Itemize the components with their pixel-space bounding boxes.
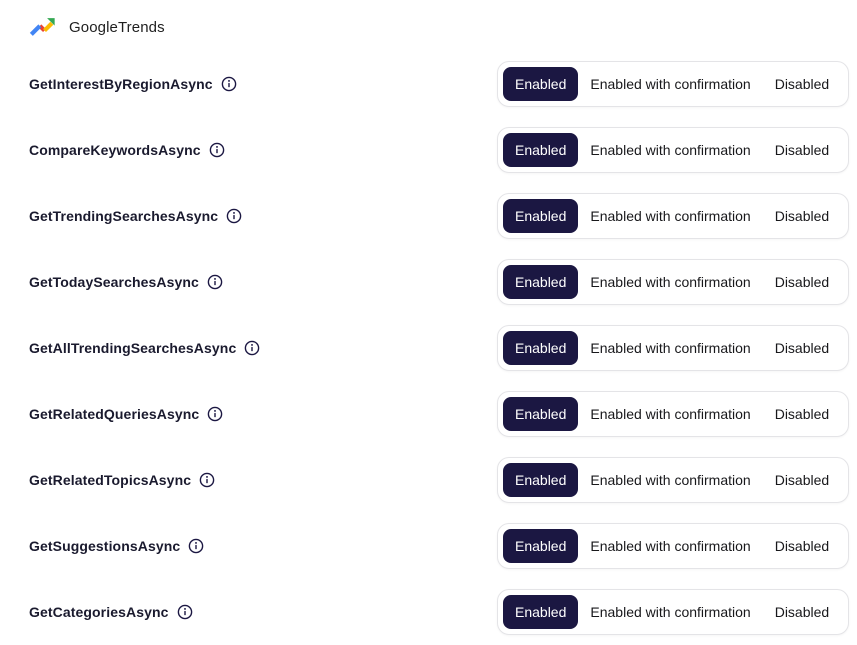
- toggle-option-disabled[interactable]: Disabled: [763, 463, 841, 497]
- toggle-option-enabled-with-confirmation[interactable]: Enabled with confirmation: [578, 331, 762, 365]
- tool-name: CompareKeywordsAsync: [29, 142, 201, 158]
- tool-name: GetInterestByRegionAsync: [29, 76, 213, 92]
- toggle-option-enabled-with-confirmation[interactable]: Enabled with confirmation: [578, 67, 762, 101]
- toggle-option-enabled[interactable]: Enabled: [503, 463, 578, 497]
- info-icon[interactable]: [244, 340, 260, 356]
- header: [0, 0, 857, 46]
- info-icon[interactable]: [207, 406, 223, 422]
- toggle-option-enabled-with-confirmation[interactable]: Enabled with confirmation: [578, 133, 762, 167]
- toggle-option-enabled-with-confirmation[interactable]: Enabled with confirmation: [578, 397, 762, 431]
- toggle-option-enabled-with-confirmation[interactable]: Enabled with confirmation: [578, 595, 762, 629]
- tool-label-group: [29, 538, 204, 554]
- toggle-group: [497, 193, 849, 239]
- toggle-option-enabled[interactable]: Enabled: [503, 199, 578, 233]
- tool-name: GetRelatedTopicsAsync: [29, 472, 192, 488]
- toggle-option-enabled[interactable]: Enabled: [503, 595, 578, 629]
- toggle-group: [497, 589, 849, 635]
- tool-name: GetCategoriesAsync: [29, 604, 169, 620]
- tool-label-group: [29, 604, 193, 620]
- info-icon[interactable]: [221, 76, 237, 92]
- toggle-group: [497, 457, 849, 503]
- toggle-option-disabled[interactable]: Disabled: [763, 331, 841, 365]
- toggle-option-enabled[interactable]: Enabled: [503, 331, 578, 365]
- tool-name: GetTodaySearchesAsync: [29, 274, 199, 290]
- tool-row: [29, 326, 849, 370]
- toggle-option-disabled[interactable]: Disabled: [763, 397, 841, 431]
- toggle-option-enabled-with-confirmation[interactable]: Enabled with confirmation: [578, 265, 762, 299]
- tool-list: [29, 62, 849, 634]
- toggle-group: [497, 325, 849, 371]
- info-icon[interactable]: [177, 604, 193, 620]
- info-icon[interactable]: [207, 274, 223, 290]
- toggle-option-enabled[interactable]: Enabled: [503, 397, 578, 431]
- toggle-option-enabled[interactable]: Enabled: [503, 67, 578, 101]
- toggle-option-enabled[interactable]: Enabled: [503, 133, 578, 167]
- tool-row: [29, 590, 849, 634]
- tool-label-group: [29, 208, 242, 224]
- tool-row: [29, 392, 849, 436]
- tool-row: [29, 458, 849, 502]
- toggle-option-disabled[interactable]: Disabled: [763, 133, 841, 167]
- info-icon[interactable]: [226, 208, 242, 224]
- info-icon[interactable]: [209, 142, 225, 158]
- toggle-group: [497, 523, 849, 569]
- toggle-option-disabled[interactable]: Disabled: [763, 67, 841, 101]
- toggle-option-enabled[interactable]: Enabled: [503, 529, 578, 563]
- tool-label-group: [29, 274, 223, 290]
- tool-row: [29, 62, 849, 106]
- info-icon[interactable]: [188, 538, 204, 554]
- tool-name: GetTrendingSearchesAsync: [29, 208, 219, 224]
- tool-label-group: [29, 472, 215, 488]
- tool-row: [29, 128, 849, 172]
- toggle-group: [497, 391, 849, 437]
- tool-row: [29, 524, 849, 568]
- toggle-option-disabled[interactable]: Disabled: [763, 529, 841, 563]
- google-trends-logo-icon: [29, 14, 57, 42]
- toggle-option-disabled[interactable]: Disabled: [763, 265, 841, 299]
- tool-name: GetSuggestionsAsync: [29, 538, 181, 554]
- tool-name: GetRelatedQueriesAsync: [29, 406, 200, 422]
- tool-row: [29, 260, 849, 304]
- toggle-option-disabled[interactable]: Disabled: [763, 595, 841, 629]
- tool-label-group: [29, 142, 225, 158]
- toggle-option-enabled-with-confirmation[interactable]: Enabled with confirmation: [578, 463, 762, 497]
- toggle-option-enabled[interactable]: Enabled: [503, 265, 578, 299]
- tool-label-group: [29, 76, 237, 92]
- toggle-group: [497, 259, 849, 305]
- toggle-option-disabled[interactable]: Disabled: [763, 199, 841, 233]
- tool-label-group: [29, 340, 260, 356]
- tool-name: GetAllTrendingSearchesAsync: [29, 340, 237, 356]
- toggle-group: [497, 61, 849, 107]
- app-title: GoogleTrends: [69, 19, 165, 36]
- tool-label-group: [29, 406, 223, 422]
- info-icon[interactable]: [199, 472, 215, 488]
- tool-row: [29, 194, 849, 238]
- toggle-option-enabled-with-confirmation[interactable]: Enabled with confirmation: [578, 529, 762, 563]
- toggle-group: [497, 127, 849, 173]
- toggle-option-enabled-with-confirmation[interactable]: Enabled with confirmation: [578, 199, 762, 233]
